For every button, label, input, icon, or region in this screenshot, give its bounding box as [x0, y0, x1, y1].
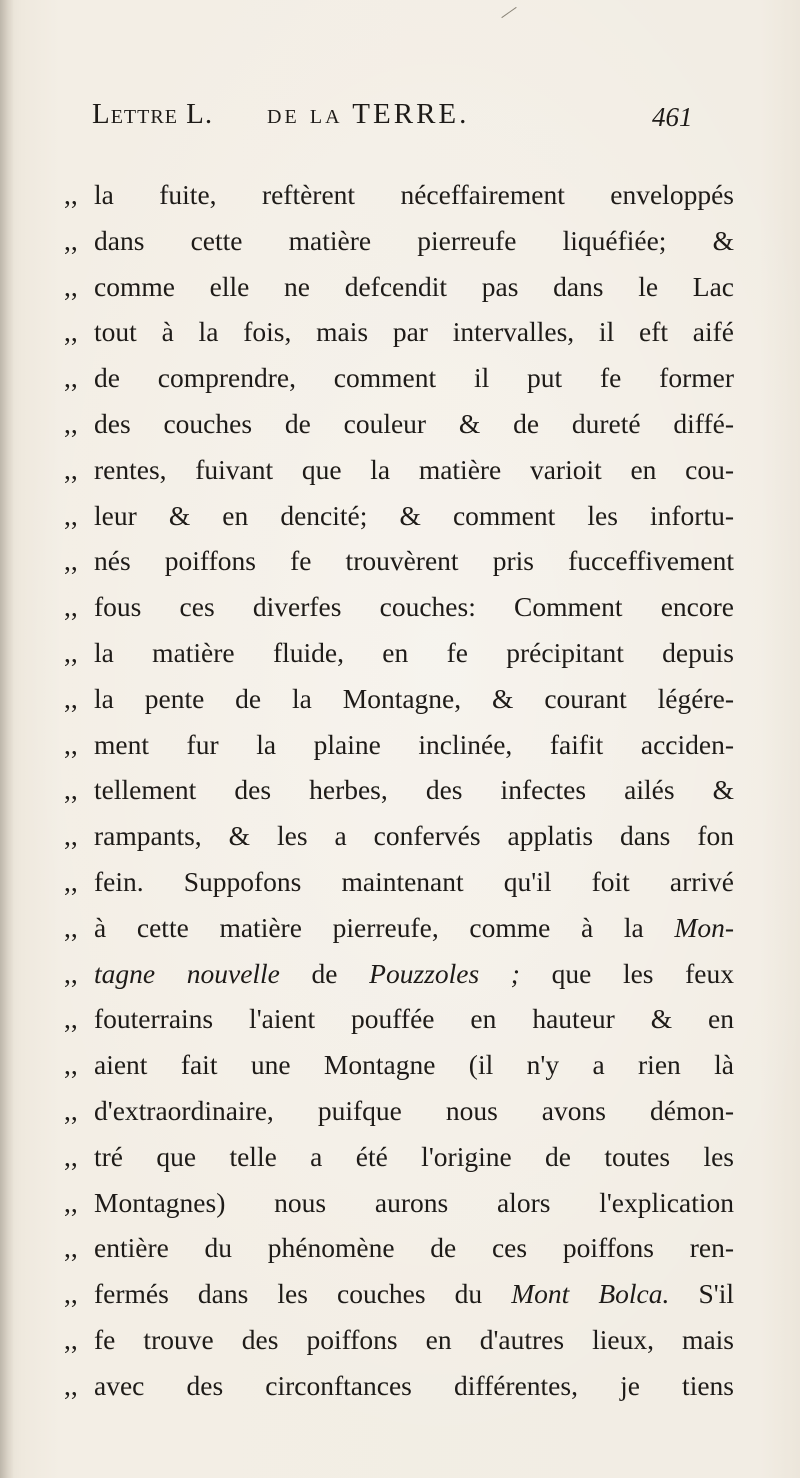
quote-mark: ,, — [64, 362, 78, 394]
quote-mark: ,, — [64, 682, 78, 714]
text-line — [64, 813, 744, 859]
text-line — [64, 1042, 744, 1088]
text-line — [64, 722, 744, 768]
line-text: fe trouve des poiffons en d'autres lieux, mais — [94, 1323, 734, 1355]
quote-mark: ,, — [64, 1003, 78, 1035]
text-line — [64, 1225, 744, 1271]
binding-edge — [0, 0, 14, 1478]
text-line — [64, 355, 744, 401]
quote-mark: ,, — [64, 499, 78, 531]
text-line — [64, 996, 744, 1042]
quote-mark: ,, — [64, 820, 78, 852]
line-text: avec des circonftances différentes, je tiens — [94, 1369, 734, 1401]
quote-mark: ,, — [64, 774, 78, 806]
text-line — [64, 951, 744, 997]
text-line — [64, 1363, 744, 1409]
text-line — [64, 1088, 744, 1134]
line-text: aient fait une Montagne (il n'y a rien là — [94, 1049, 734, 1081]
text-line — [64, 493, 744, 539]
quote-mark: ,, — [64, 728, 78, 760]
text-line — [64, 401, 744, 447]
line-text: la matière fluide, en fe précipitant depuis — [94, 636, 734, 668]
text-line — [64, 1271, 744, 1317]
text-line — [64, 218, 744, 264]
running-header — [92, 92, 712, 136]
line-text: tout à la fois, mais par intervalles, il eft aifé — [94, 316, 734, 348]
text-line — [64, 172, 744, 218]
quote-mark: ,, — [64, 636, 78, 668]
quote-mark: ,, — [64, 316, 78, 348]
quote-mark: ,, — [64, 1323, 78, 1355]
line-text: nés poiffons fe trouvèrent pris fucceffivement — [94, 545, 734, 577]
text-line — [64, 1317, 744, 1363]
line-text: Montagnes) nous aurons alors l'explication — [94, 1186, 734, 1218]
text-line — [64, 264, 744, 310]
text-line — [64, 767, 744, 813]
quote-mark: ,, — [64, 407, 78, 439]
text-line — [64, 630, 744, 676]
page-number: 461 — [652, 102, 693, 132]
line-text: fouterrains l'aient pouffée en hauteur & en — [94, 1003, 734, 1035]
quote-mark: ,, — [64, 1369, 78, 1401]
text-line — [64, 1134, 744, 1180]
quote-mark: ,, — [64, 179, 78, 210]
quote-mark: ,, — [64, 1049, 78, 1081]
quote-mark: ,, — [64, 591, 78, 623]
text-line — [64, 447, 744, 493]
line-text: dans cette matière pierreufe liquéfiée; & — [94, 224, 734, 256]
line-text: d'extraordinaire, puifque nous avons démon- — [94, 1094, 734, 1126]
text-line — [64, 859, 744, 905]
line-text: fein. Suppofons maintenant qu'il foit arrivé — [94, 865, 734, 897]
line-text: rentes, fuivant que la matière varioit en cou- — [94, 453, 734, 485]
body-text — [64, 172, 744, 1409]
line-text: ment fur la plaine inclinée, faifit acciden- — [94, 728, 734, 760]
quote-mark: ,, — [64, 1094, 78, 1126]
quote-mark: ,, — [64, 545, 78, 577]
quote-mark: ,, — [64, 224, 78, 256]
text-line — [64, 584, 744, 630]
quote-mark: ,, — [64, 453, 78, 485]
line-text: leur & en dencité; & comment les infortu- — [94, 499, 734, 531]
pencil-mark — [501, 7, 516, 18]
quote-mark: ,, — [64, 911, 78, 943]
text-line — [64, 309, 744, 355]
quote-mark: ,, — [64, 1140, 78, 1172]
quote-mark: ,, — [64, 1278, 78, 1310]
line-text: tré que telle a été l'origine de toutes les — [94, 1140, 734, 1172]
line-text: fermés dans les couches du Mont Bolca. S'il — [94, 1278, 734, 1310]
text-line — [64, 538, 744, 584]
line-text: à cette matière pierreufe, comme à la Mon- — [94, 911, 734, 943]
line-text: fous ces diverfes couches: Comment encore — [94, 591, 734, 623]
text-line — [64, 676, 744, 722]
line-text: des couches de couleur & de dureté diffé- — [94, 407, 734, 439]
text-line — [64, 1180, 744, 1226]
quote-mark: ,, — [64, 1186, 78, 1218]
line-text: tagne nouvelle de Pouzzoles ; que les feux — [94, 957, 734, 989]
text-line — [64, 905, 744, 951]
line-text: entière du phénomène de ces poiffons ren- — [94, 1232, 734, 1264]
line-text: de comprendre, comment il put fe former — [94, 362, 734, 394]
quote-mark: ,, — [64, 957, 78, 989]
quote-mark: ,, — [64, 865, 78, 897]
line-text: la fuite, reftèrent néceffairement enveloppés — [94, 179, 734, 210]
header-title: de la TERRE. — [267, 98, 470, 130]
line-text: la pente de la Montagne, & courant légére- — [94, 682, 734, 714]
line-text: comme elle ne defcendit pas dans le Lac — [94, 270, 734, 302]
quote-mark: ,, — [64, 270, 78, 302]
quote-mark: ,, — [64, 1232, 78, 1264]
header-letter: Lettre L. — [92, 98, 214, 130]
line-text: tellement des herbes, des infectes ailés & — [94, 774, 734, 806]
line-text: rampants, & les a confervés applatis dans fon — [94, 820, 734, 852]
